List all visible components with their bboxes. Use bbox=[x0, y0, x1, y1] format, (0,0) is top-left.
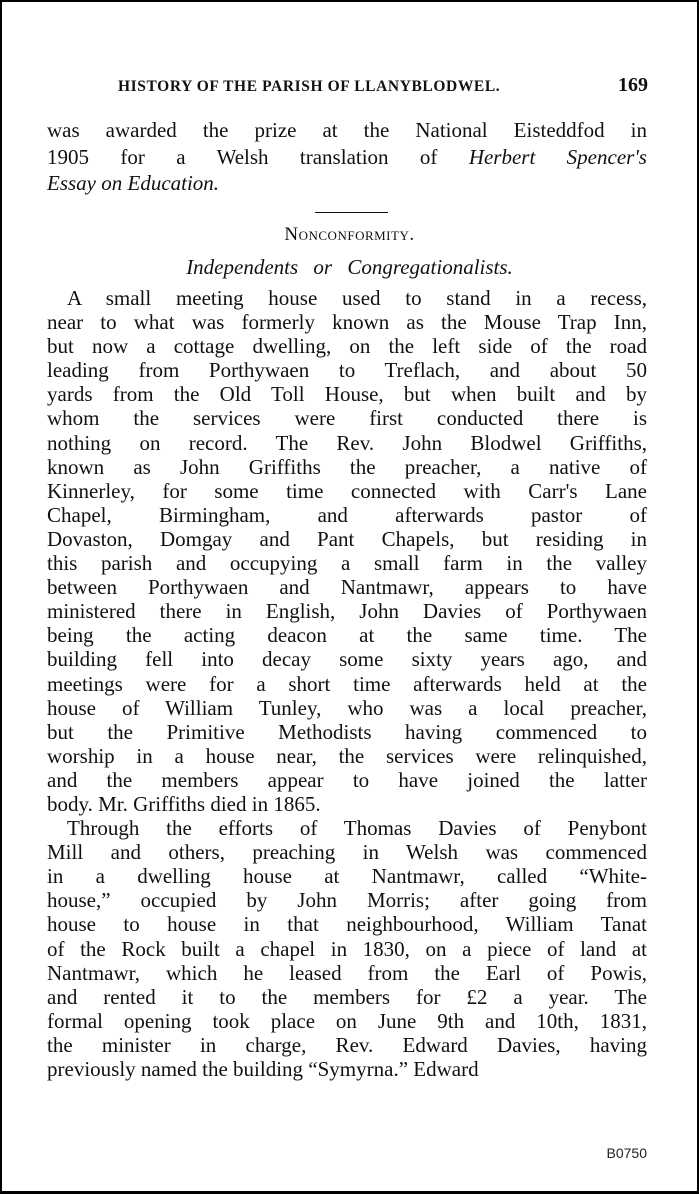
text-line: A small meeting house used to stand in a recess, bbox=[67, 286, 647, 310]
section-title: Nonconformity. bbox=[284, 224, 415, 245]
text-line: near to what was formerly known as the Mouse Trap Inn, bbox=[47, 310, 647, 335]
text-line: nothing on record. The Rev. John Blodwel Griffiths, bbox=[47, 430, 647, 455]
text-line: formal opening took place on June 9th and 10th, 1831, bbox=[47, 1008, 647, 1033]
italic-title: Essay on Education. bbox=[47, 171, 220, 196]
text-line: house of William Tunley, who was a local preacher, bbox=[47, 695, 647, 720]
text-line: whom the services were first conducted there is bbox=[47, 406, 647, 431]
section-divider bbox=[315, 212, 388, 213]
text-line: yards from the Old Toll House, but when built and by bbox=[47, 382, 647, 407]
text-line: Nantmawr, which he leased from the Earl of Powis, bbox=[47, 960, 647, 985]
text-line: house to house in that neighbourhood, William Tanat bbox=[47, 912, 647, 937]
text-line bbox=[47, 170, 647, 197]
text-line: house,” occupied by John Morris; after going from bbox=[47, 888, 647, 913]
text-line: previously named the building “Symyrna.” Edward bbox=[47, 1057, 479, 1081]
text-line: Chapel, Birmingham, and afterwards pastor of bbox=[47, 502, 647, 527]
text-line: body. Mr. Griffiths died in 1865. bbox=[47, 791, 321, 816]
document-code: B0750 bbox=[606, 1145, 647, 1161]
text-line: of the Rock built a chapel in 1830, on a piece of land at bbox=[47, 936, 647, 961]
text-line bbox=[47, 144, 647, 171]
text-line: and rented it to the members for £2 a year. The bbox=[47, 984, 647, 1009]
text-line: was awarded the prize at the National Eisteddfod in bbox=[47, 118, 647, 142]
text-line: meetings were for a short time afterwards held at the bbox=[47, 671, 647, 696]
text-line: Dovaston, Domgay and Pant Chapels, but residing in bbox=[47, 526, 647, 551]
text-line: worship in a house near, the services were relinquished, bbox=[47, 743, 647, 768]
text-line: but the Primitive Methodists having commenced to bbox=[47, 719, 647, 744]
text-line: building fell into decay some sixty years ago, and bbox=[47, 647, 647, 672]
text-line: but now a cottage dwelling, on the left side of the road bbox=[47, 334, 647, 359]
text-line: being the acting deacon at the same time. The bbox=[47, 623, 647, 648]
text-line: the minister in charge, Rev. Edward Davies, having bbox=[47, 1032, 647, 1057]
page-number: 169 bbox=[618, 74, 648, 96]
body-text bbox=[47, 286, 647, 1081]
text-line: ministered there in English, John Davies of Porthywaen bbox=[47, 599, 647, 624]
text-line: known as John Griffiths the preacher, a native of bbox=[47, 454, 647, 479]
text-line: this parish and occupying a small farm in the valley bbox=[47, 551, 647, 576]
intro-paragraph bbox=[47, 117, 647, 197]
text-span: 1905 for a Welsh translation of bbox=[47, 144, 469, 169]
italic-title: Herbert Spencer's bbox=[468, 144, 647, 169]
text-line: leading from Porthywaen to Treflach, and about 50 bbox=[47, 358, 647, 383]
text-line: Kinnerley, for some time connected with Carr's Lane bbox=[47, 478, 647, 503]
running-header bbox=[118, 74, 648, 97]
text-line: Mill and others, preaching in Welsh was commenced bbox=[47, 840, 647, 865]
header-title: HISTORY OF THE PARISH OF LLANYBLODWEL. bbox=[118, 78, 501, 95]
text-line: in a dwelling house at Nantmawr, called “White- bbox=[47, 864, 647, 889]
text-line: Through the efforts of Thomas Davies of Penybont bbox=[67, 816, 647, 841]
text-line: between Porthywaen and Nantmawr, appears to have bbox=[47, 575, 647, 600]
text-line: and the members appear to have joined the latter bbox=[47, 767, 647, 792]
section-subtitle: Independents or Congregationalists. bbox=[186, 255, 513, 279]
